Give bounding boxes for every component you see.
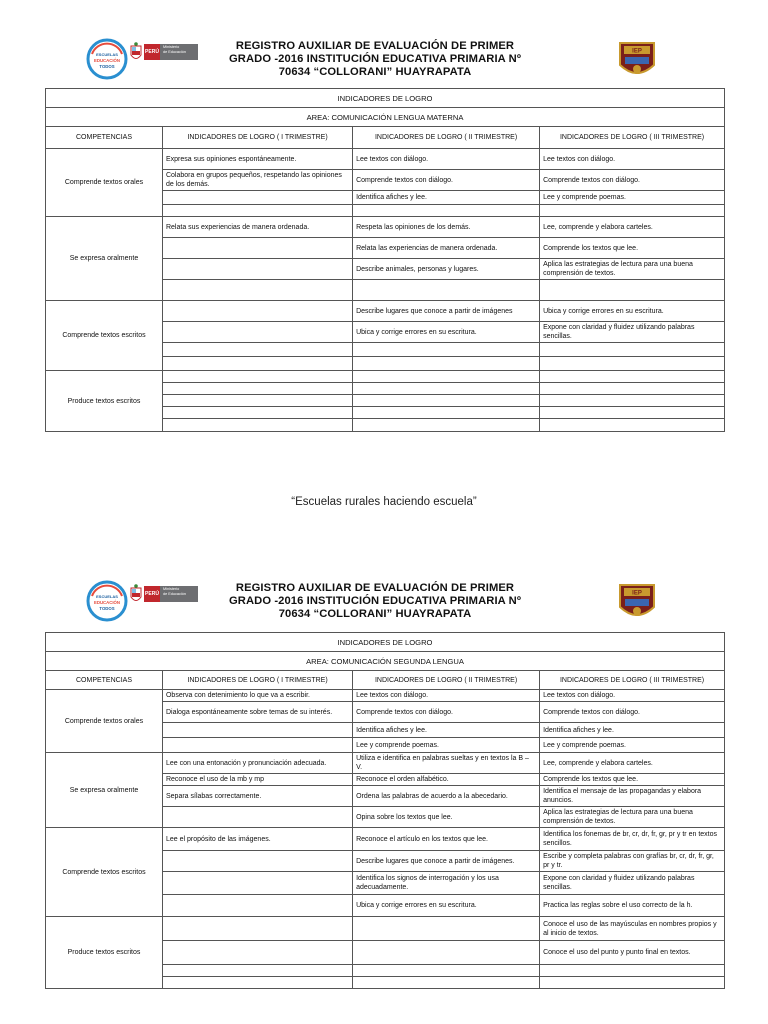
indicator-cell: Practica las reglas sobre el uso correcto de la h. xyxy=(540,895,725,917)
indicator-cell: Dialoga espontáneamente sobre temas de su interés. xyxy=(162,702,352,723)
indicator-cell: Separa sílabas correctamente. xyxy=(162,786,352,807)
indicator-cell: Comprende los textos que lee. xyxy=(540,238,725,259)
table-row xyxy=(46,217,725,238)
table-row xyxy=(46,690,725,702)
indicator-cell: Lee el propósito de las imágenes. xyxy=(162,828,352,851)
area-label: AREA: COMUNICACIÓN LENGUA MATERNA xyxy=(46,108,725,127)
column-header: INDICADORES DE LOGRO ( III TRIMESTRE) xyxy=(540,127,725,149)
indicator-cell xyxy=(162,965,352,977)
indicator-cell: Identifica afiches y lee. xyxy=(353,723,540,738)
education-for-all-logo xyxy=(86,580,128,622)
school-crest-logo xyxy=(614,579,660,625)
indicator-cell: Aplica las estrategias de lectura para una buena comprensión de textos. xyxy=(540,807,725,828)
indicator-cell xyxy=(353,371,540,383)
indicator-cell: Comprende textos con diálogo. xyxy=(540,170,725,191)
peru-ministry-logo xyxy=(130,42,198,64)
indicator-cell xyxy=(540,419,725,432)
indicator-cell xyxy=(353,280,540,301)
peru-label: PERÚ xyxy=(144,586,160,602)
indicator-cell xyxy=(162,977,352,989)
area-label: AREA: COMUNICACIÓN SEGUNDA LENGUA xyxy=(46,652,725,671)
indicator-cell: Conoce el uso del punto y punto final en textos. xyxy=(540,941,725,965)
peru-label: PERÚ xyxy=(144,44,160,60)
indicator-cell: Utiliza e identifica en palabras sueltas y en textos la B – V. xyxy=(353,753,540,774)
table-row xyxy=(46,149,725,170)
indicator-cell xyxy=(353,419,540,432)
ministry-banner xyxy=(144,44,198,60)
indicator-cell: Observa con detenimiento lo que va a escribir. xyxy=(162,690,352,702)
indicator-cell xyxy=(162,191,352,205)
indicator-cell: Identifica afiches y lee. xyxy=(353,191,540,205)
indicator-cell: Ubica y corrige errores en su escritura. xyxy=(540,301,725,322)
indicator-cell: Lee textos con diálogo. xyxy=(540,690,725,702)
indicator-cell: Expone con claridad y fluidez utilizando palabras sencillas. xyxy=(540,322,725,343)
indicator-cell xyxy=(540,205,725,217)
indicator-cell: Comprende textos con diálogo. xyxy=(353,170,540,191)
school-crest-logo xyxy=(614,37,660,83)
document-title: REGISTRO AUXILIAR DE EVALUACIÓN DE PRIMER GRADO -2016 INSTITUCIÓN EDUCATIVA PRIMARIA Nº 70634 “COLLORANI” HUAYRAPATA xyxy=(228,582,522,620)
indicator-cell xyxy=(353,407,540,419)
table-row xyxy=(46,917,725,941)
table-row xyxy=(46,828,725,851)
indicator-cell xyxy=(540,407,725,419)
competencia-cell: Comprende textos orales xyxy=(46,690,163,753)
indicator-cell: Relata sus experiencias de manera ordenada. xyxy=(162,217,352,238)
table-row xyxy=(46,301,725,322)
indicator-cell xyxy=(540,395,725,407)
competencia-cell: Produce textos escritos xyxy=(46,371,163,432)
indicator-cell xyxy=(353,343,540,357)
motto-text: “Escuelas rurales haciendo escuela” xyxy=(291,496,477,508)
indicator-cell xyxy=(540,280,725,301)
column-header: INDICADORES DE LOGRO ( II TRIMESTRE) xyxy=(353,671,540,690)
indicator-cell xyxy=(162,322,352,343)
indicator-cell xyxy=(162,723,352,738)
section-1 xyxy=(0,34,768,474)
indicator-cell: Identifica afiches y lee. xyxy=(540,723,725,738)
indicator-cell: Lee y comprende poemas. xyxy=(353,738,540,753)
indicator-cell: Describe animales, personas y lugares. xyxy=(353,259,540,280)
competencia-cell: Se expresa oralmente xyxy=(46,217,163,301)
indicator-cell xyxy=(162,395,352,407)
indicator-cell xyxy=(540,965,725,977)
indicator-cell xyxy=(540,383,725,395)
section-2 xyxy=(0,576,768,1024)
coat-of-arms-icon xyxy=(130,584,142,606)
indicator-cell: Reconoce el orden alfabético. xyxy=(353,774,540,786)
svg-text:IEP: IEP xyxy=(632,590,642,597)
indicator-cell xyxy=(162,738,352,753)
indicator-cell xyxy=(162,917,352,941)
indicator-cell xyxy=(162,259,352,280)
svg-text:IEP: IEP xyxy=(632,48,642,55)
indicator-cell: Identifica los signos de interrogación y los usa adecuadamente. xyxy=(353,872,540,895)
indicator-cell: Respeta las opiniones de los demás. xyxy=(353,217,540,238)
indicator-cell: Lee y comprende poemas. xyxy=(540,738,725,753)
document-header xyxy=(0,34,768,78)
indicator-cell xyxy=(540,357,725,371)
indicator-cell: Identifica los fonemas de br, cr, dr, fr, gr, pr y tr en textos sencillos. xyxy=(540,828,725,851)
indicator-cell: Lee y comprende poemas. xyxy=(540,191,725,205)
competencia-cell: Se expresa oralmente xyxy=(46,753,163,828)
indicator-cell: Escribe y completa palabras con grafías br, cr, dr, fr, gr, pr y tr. xyxy=(540,851,725,872)
indicator-cell xyxy=(162,807,352,828)
column-header: COMPETENCIAS xyxy=(46,127,163,149)
table-title: INDICADORES DE LOGRO xyxy=(46,633,725,652)
indicator-cell xyxy=(353,395,540,407)
indicator-cell: Ordena las palabras de acuerdo a la abecedario. xyxy=(353,786,540,807)
indicators-table-lengua-materna xyxy=(45,88,725,432)
indicator-cell xyxy=(353,977,540,989)
table-row xyxy=(46,753,725,774)
indicator-cell xyxy=(162,941,352,965)
indicator-cell xyxy=(162,357,352,371)
indicator-cell: Lee con una entonación y pronunciación adecuada. xyxy=(162,753,352,774)
coat-of-arms-icon xyxy=(130,42,142,64)
indicator-cell: Lee textos con diálogo. xyxy=(353,690,540,702)
indicator-cell xyxy=(353,917,540,941)
indicator-cell: Ubica y corrige errores en su escritura. xyxy=(353,895,540,917)
svg-text:EDUCACIÓN: EDUCACIÓN xyxy=(93,58,121,63)
table-row xyxy=(46,371,725,383)
indicator-cell xyxy=(162,301,352,322)
indicator-cell xyxy=(162,851,352,872)
indicator-cell: Aplica las estrategias de lectura para una buena comprensión de textos. xyxy=(540,259,725,280)
peru-ministry-logo xyxy=(130,584,198,606)
indicator-cell xyxy=(162,872,352,895)
indicator-cell: Identifica el mensaje de las propagandas y elabora anuncios. xyxy=(540,786,725,807)
indicators-table-segunda-lengua xyxy=(45,632,725,989)
indicator-cell: Opina sobre los textos que lee. xyxy=(353,807,540,828)
indicator-cell xyxy=(353,941,540,965)
column-header: INDICADORES DE LOGRO ( I TRIMESTRE) xyxy=(162,671,352,690)
indicator-cell: Reconoce el uso de la mb y mp xyxy=(162,774,352,786)
indicator-cell: Describe lugares que conoce a partir de imágenes xyxy=(353,301,540,322)
indicator-cell xyxy=(540,977,725,989)
indicator-cell xyxy=(162,383,352,395)
svg-text:ESCUELAS: ESCUELAS xyxy=(96,52,118,57)
indicator-cell: Expone con claridad y fluidez utilizando palabras sencillas. xyxy=(540,872,725,895)
indicator-cell xyxy=(162,895,352,917)
competencia-cell: Comprende textos escritos xyxy=(46,301,163,371)
ministry-banner xyxy=(144,586,198,602)
svg-text:EDUCACIÓN: EDUCACIÓN xyxy=(93,600,121,605)
education-for-all-logo xyxy=(86,38,128,80)
indicator-cell xyxy=(540,371,725,383)
column-header: INDICADORES DE LOGRO ( III TRIMESTRE) xyxy=(540,671,725,690)
indicator-cell: Describe lugares que conoce a partir de imágenes. xyxy=(353,851,540,872)
ministry-label: Ministerio de Educación xyxy=(163,587,187,596)
indicator-cell: Lee textos con diálogo. xyxy=(540,149,725,170)
document-header xyxy=(0,576,768,620)
indicator-cell xyxy=(540,343,725,357)
indicator-cell: Colabora en grupos pequeños, respetando las opiniones de los demás. xyxy=(162,170,352,191)
indicator-cell xyxy=(162,419,352,432)
document-title: REGISTRO AUXILIAR DE EVALUACIÓN DE PRIMER GRADO -2016 INSTITUCIÓN EDUCATIVA PRIMARIA Nº 70634 “COLLORANI” HUAYRAPATA xyxy=(228,40,522,78)
indicator-cell xyxy=(162,205,352,217)
indicator-cell: Reconoce el artículo en los textos que lee. xyxy=(353,828,540,851)
indicator-cell: Comprende los textos que lee. xyxy=(540,774,725,786)
competencia-cell: Comprende textos escritos xyxy=(46,828,163,917)
indicator-cell xyxy=(162,280,352,301)
indicator-cell xyxy=(162,238,352,259)
indicator-cell: Ubica y corrige errores en su escritura. xyxy=(353,322,540,343)
column-header: COMPETENCIAS xyxy=(46,671,163,690)
svg-text:ESCUELAS: ESCUELAS xyxy=(96,594,118,599)
competencia-cell: Produce textos escritos xyxy=(46,917,163,989)
indicator-cell xyxy=(353,965,540,977)
column-header: INDICADORES DE LOGRO ( II TRIMESTRE) xyxy=(353,127,540,149)
indicator-cell xyxy=(353,383,540,395)
indicator-cell: Relata las experiencias de manera ordenada. xyxy=(353,238,540,259)
svg-text:TODOS: TODOS xyxy=(99,64,115,69)
ministry-label: Ministerio de Educación xyxy=(163,45,187,54)
indicator-cell xyxy=(162,371,352,383)
indicator-cell: Expresa sus opiniones espontáneamente. xyxy=(162,149,352,170)
column-header: INDICADORES DE LOGRO ( I TRIMESTRE) xyxy=(162,127,352,149)
indicator-cell: Lee textos con diálogo. xyxy=(353,149,540,170)
indicator-cell xyxy=(353,205,540,217)
indicator-cell: Lee, comprende y elabora carteles. xyxy=(540,217,725,238)
svg-text:TODOS: TODOS xyxy=(99,606,115,611)
indicator-cell: Lee, comprende y elabora carteles. xyxy=(540,753,725,774)
indicator-cell: Comprende textos con diálogo. xyxy=(540,702,725,723)
indicator-cell xyxy=(353,357,540,371)
indicator-cell xyxy=(162,343,352,357)
competencia-cell: Comprende textos orales xyxy=(46,149,163,217)
table-title: INDICADORES DE LOGRO xyxy=(46,89,725,108)
indicator-cell: Conoce el uso de las mayúsculas en nombres propios y al inicio de textos. xyxy=(540,917,725,941)
indicator-cell: Comprende textos con diálogo. xyxy=(353,702,540,723)
indicator-cell xyxy=(162,407,352,419)
